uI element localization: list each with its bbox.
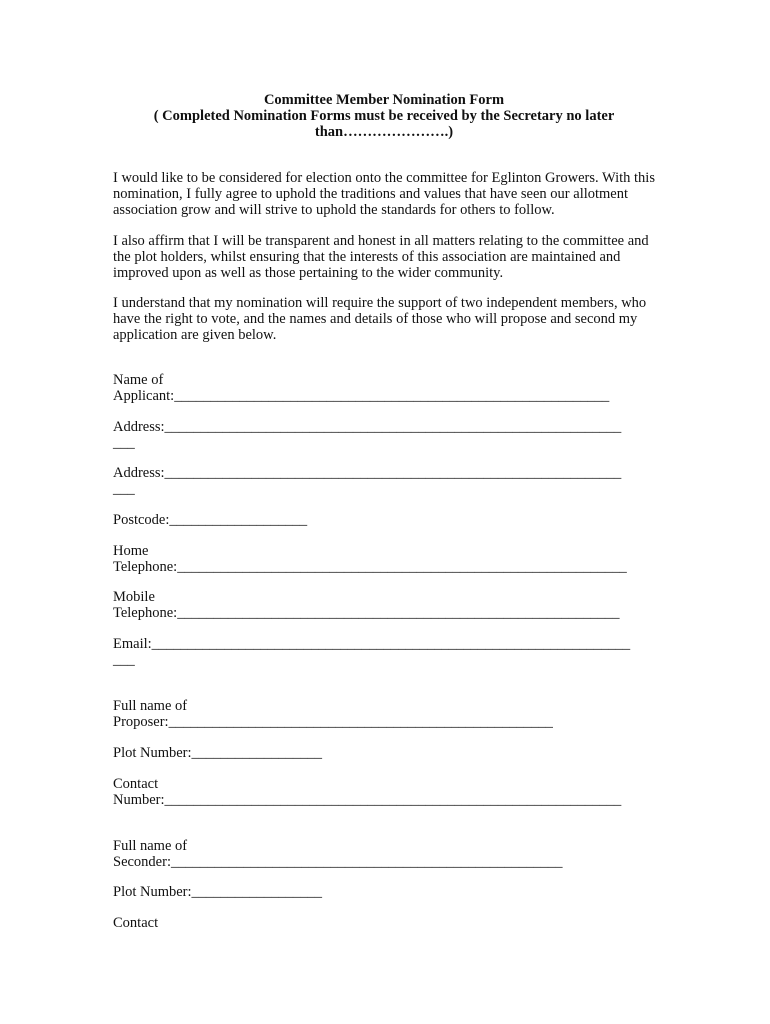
proposer-contact-label: Contact — [113, 776, 159, 792]
postcode-field[interactable]: Postcode:___________________ — [113, 512, 308, 528]
address-field-2[interactable]: Address:_______________________________________________________________ — [113, 465, 622, 481]
address-field-1[interactable]: Address:_______________________________________________________________ — [113, 419, 622, 435]
applicant-name-field[interactable]: Applicant:____________________________________________________________ — [113, 388, 610, 404]
email-field-continuation[interactable]: ___ — [113, 652, 135, 668]
support-paragraph: I understand that my nomination will require the support of two independent members, who have the right to vote, and the names and details of those who will propose and second my application are given below. — [113, 295, 647, 343]
form-title: Committee Member Nomination Form — [263, 92, 505, 108]
address-field-2-continuation[interactable]: ___ — [113, 481, 135, 497]
home-telephone-label: Home — [113, 543, 149, 559]
mobile-telephone-field[interactable]: Telephone:_____________________________________________________________ — [113, 605, 620, 621]
proposer-name-label: Full name of — [113, 698, 188, 714]
affirmation-paragraph: I also affirm that I will be transparent and honest in all matters relating to the committee and the plot holders, whilst ensuring that the interests of this association are maintained and improved upon as well as those pertaining to the wider community. — [113, 233, 649, 281]
proposer-name-field[interactable]: Proposer:_____________________________________________________ — [113, 714, 553, 730]
intro-paragraph: I would like to be considered for election onto the committee for Eglinton Growers. With this nomination, I fully agree to uphold the traditions and values that have seen our allotment association grow and will strive to uphold the standards for others to follow. — [113, 170, 655, 218]
home-telephone-field[interactable]: Telephone:______________________________________________________________ — [113, 559, 627, 575]
address-field-1-continuation[interactable]: ___ — [113, 435, 135, 451]
form-subtitle-line-2: than………………….) — [314, 124, 454, 140]
seconder-name-field[interactable]: Seconder:______________________________________________________ — [113, 854, 563, 870]
seconder-name-label: Full name of — [113, 838, 188, 854]
form-header — [100, 92, 668, 140]
applicant-name-label: Name of — [113, 372, 164, 388]
seconder-contact-label: Contact — [113, 915, 159, 931]
mobile-telephone-label: Mobile — [113, 589, 155, 605]
proposer-plot-number-field[interactable]: Plot Number:__________________ — [113, 745, 323, 761]
seconder-plot-number-field[interactable]: Plot Number:__________________ — [113, 884, 323, 900]
form-subtitle-line-1: ( Completed Nomination Forms must be received by the Secretary no later — [153, 108, 615, 124]
proposer-contact-number-field[interactable]: Number:_______________________________________________________________ — [113, 792, 622, 808]
email-field[interactable]: Email:__________________________________________________________________ — [113, 636, 631, 652]
